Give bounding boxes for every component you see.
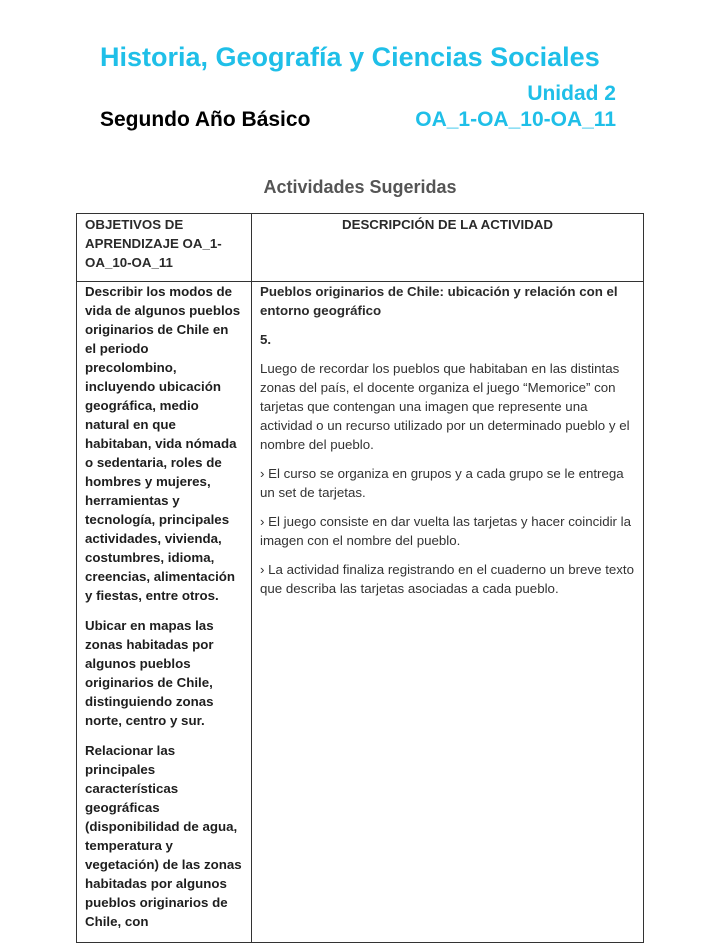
activity-title: Pueblos originarios de Chile: ubicación y relación con el entorno geográfico <box>260 284 618 318</box>
section-title: Actividades Sugeridas <box>263 177 457 197</box>
activities-table <box>76 213 644 943</box>
table-row <box>77 282 644 943</box>
activity-step: › El juego consiste en dar vuelta las tarjetas y hacer coincidir la imagen con el nombre del pueblo. <box>260 514 632 548</box>
description-cell <box>252 282 644 943</box>
objectives-header: OBJETIVOS DE APRENDIZAJE OA_1-OA_10-OA_11 <box>77 214 252 282</box>
objective-item: Describir los modos de vida de algunos pueblos originarios de Chile en el periodo precolombino, incluyendo ubicación geográfica, medio natural en que habitaban, vida nómada o sedentaria, roles de hombres y mujeres, herramientas y tecnología, principales actividades, vivienda, costumbres, idioma, creencias, alimentación y fiestas, entre otros. <box>85 284 241 603</box>
objective-item: Relacionar las principales características geográficas (disponibilidad de agua, temperatura y vegetación) de las zonas habitadas por algunos pueblos originarios de Chile, con <box>85 743 242 929</box>
objective-item: Ubicar en mapas las zonas habitadas por algunos pueblos originarios de Chile, distinguiendo zonas norte, centro y sur. <box>85 618 214 728</box>
activity-step: › La actividad finaliza registrando en el cuaderno un breve texto que describa las tarjetas asociadas a cada pueblo. <box>260 562 635 596</box>
grade-label: Segundo Año Básico <box>100 108 311 131</box>
subject-title: Historia, Geografía y Ciencias Sociales <box>100 42 600 72</box>
activity-number: 5. <box>260 332 272 347</box>
objectives-cell <box>77 282 252 943</box>
activity-step: › El curso se organiza en grupos y a cada grupo se le entrega un set de tarjetas. <box>260 466 624 500</box>
description-header: DESCRIPCIÓN DE LA ACTIVIDAD <box>252 214 644 282</box>
activity-intro: Luego de recordar los pueblos que habitaban en las distintas zonas del país, el docente organiza el juego “Memorice” con tarjetas que contengan una imagen que represente una actividad o un recurso utilizado por un determinado pueblo y el nombre del pueblo. <box>260 361 630 452</box>
unit-label: Unidad 2 <box>527 82 616 105</box>
objectives-code: OA_1-OA_10-OA_11 <box>415 108 616 131</box>
table-header-row <box>77 214 644 282</box>
